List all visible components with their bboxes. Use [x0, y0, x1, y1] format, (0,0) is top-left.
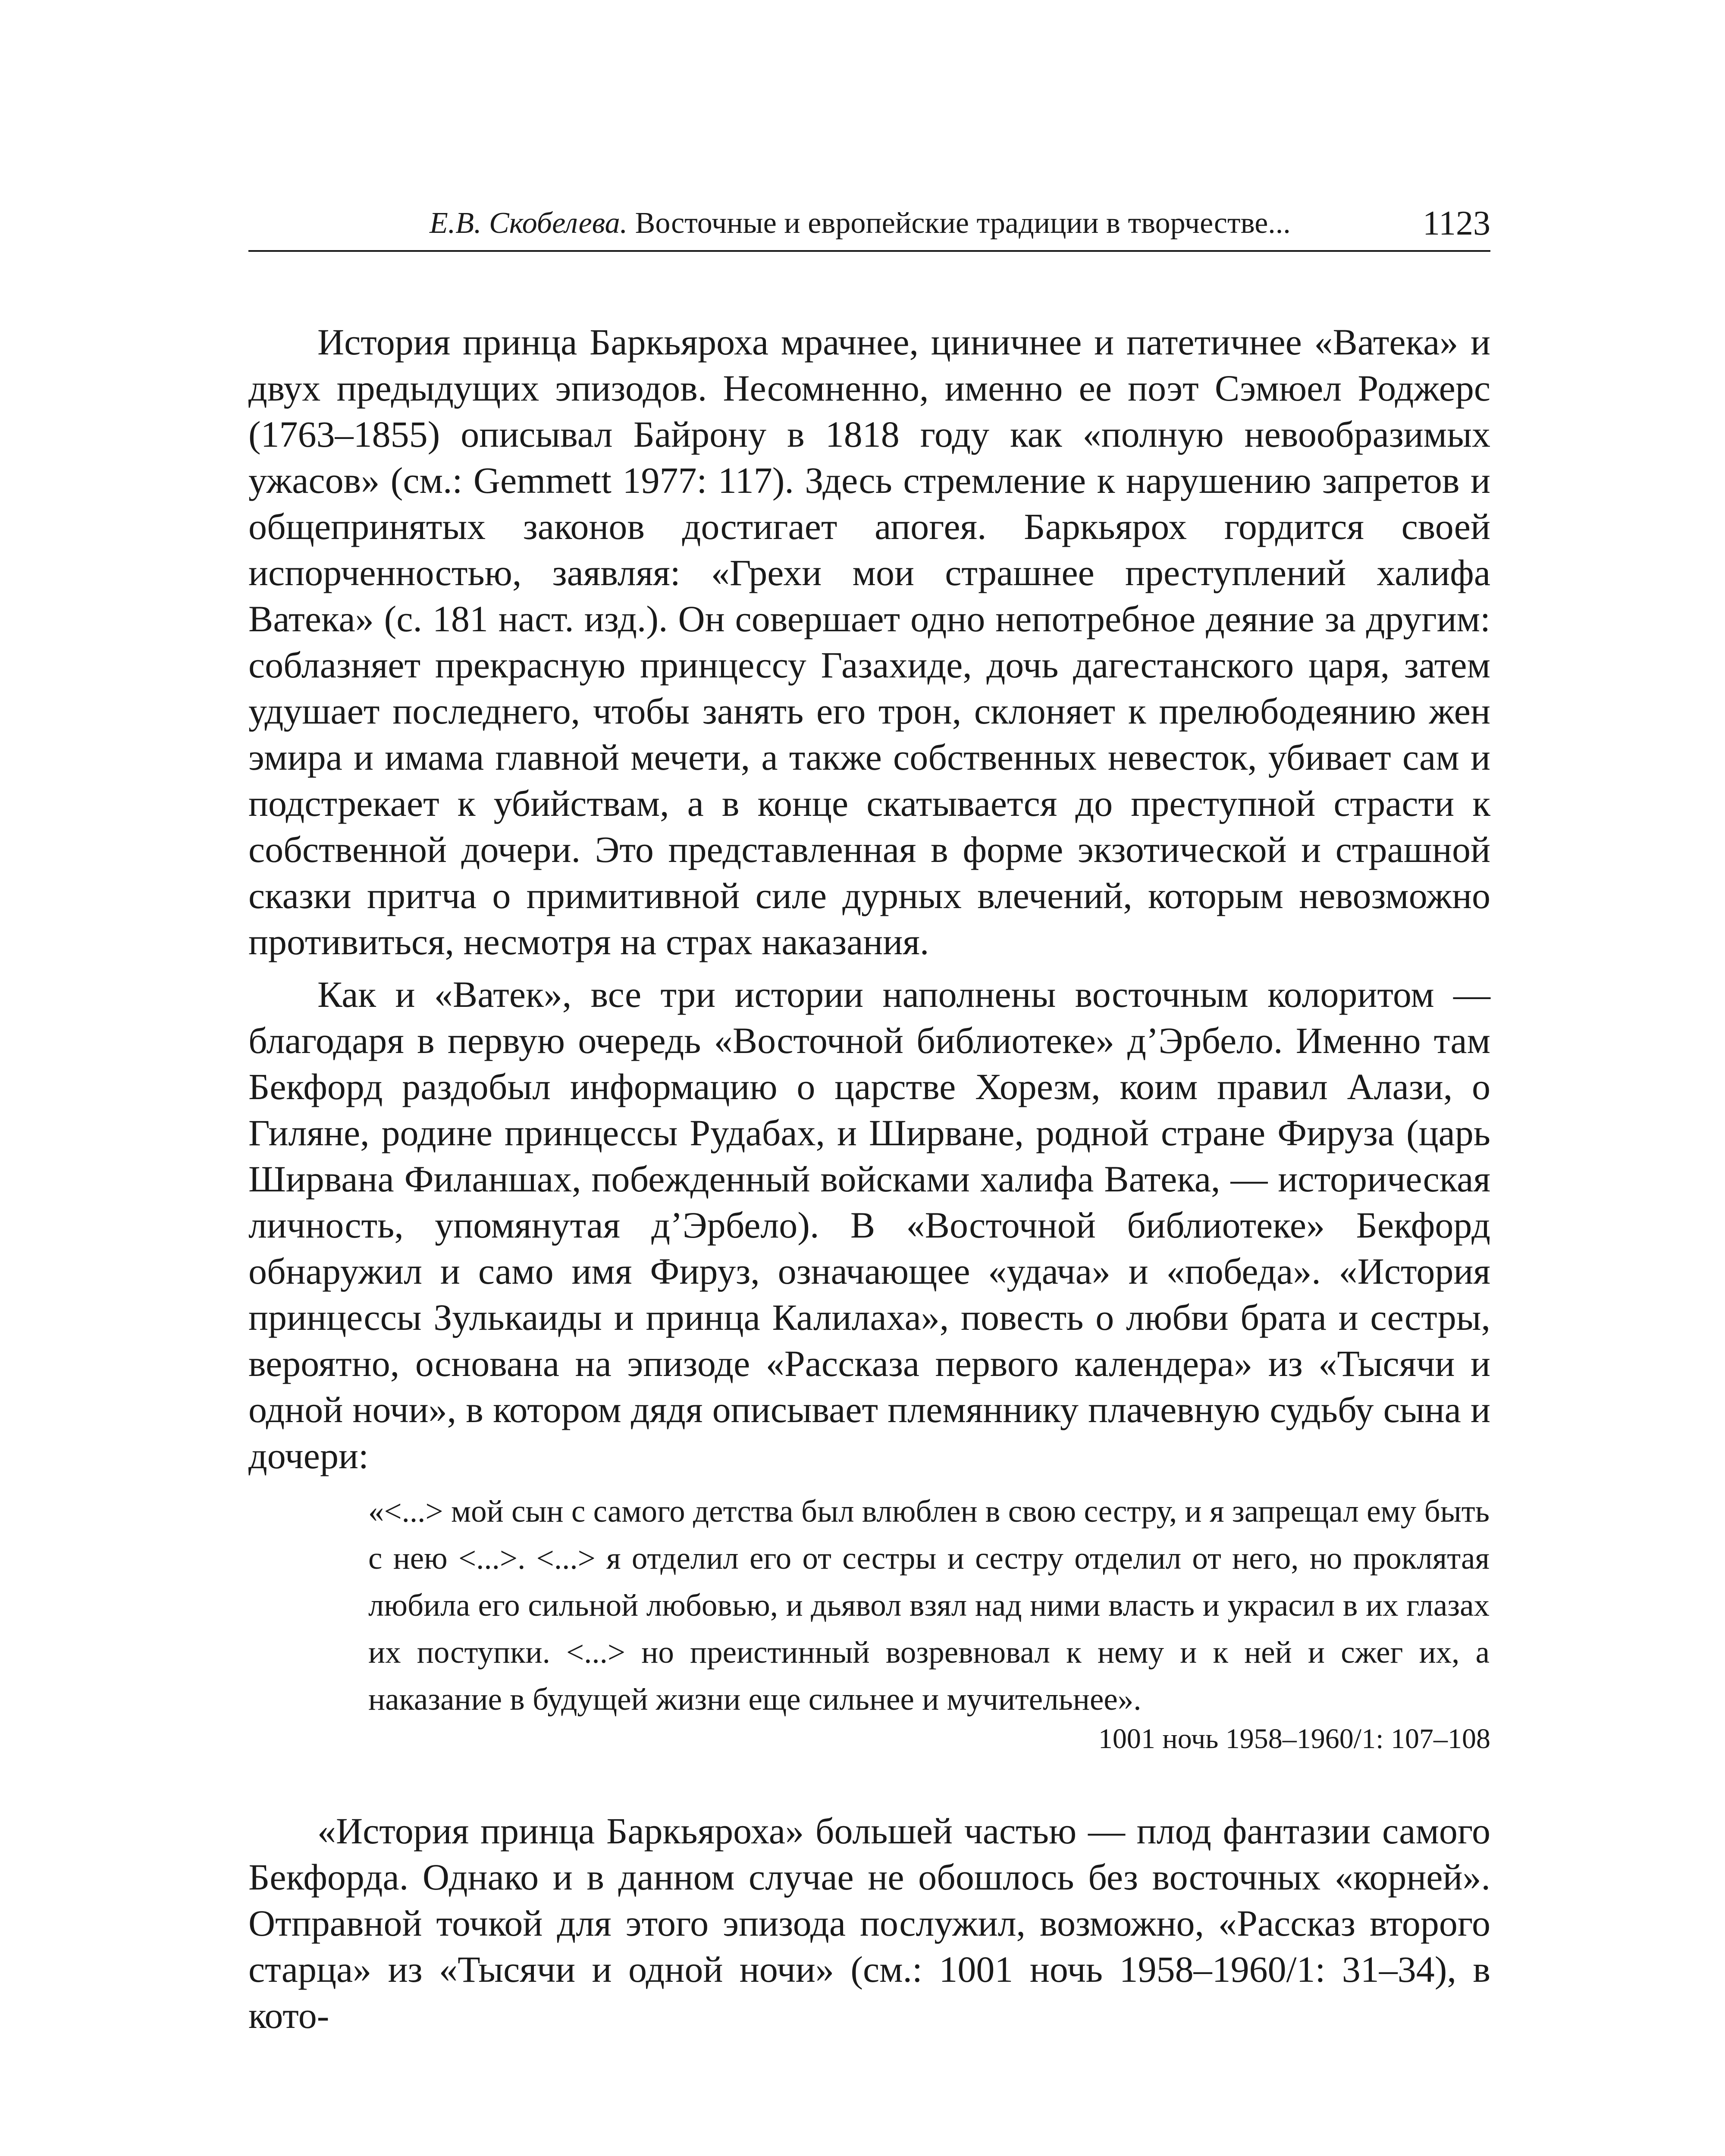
quote-citation: 1001 ночь 1958–1960/1: 107–108: [1098, 1723, 1490, 1755]
header-title: Восточные и европейские традиции в творчестве...: [627, 207, 1291, 240]
body-paragraph-3: «История принца Баркьяроха» большей частью — плод фантазии самого Бекфорда. Однако и в данном случае не обошлось без восточных «корней». Отправной точкой для этого эпизода послужил, возможно, «Рассказ второго старца» из «Тысячи и одной ночи» (см.: 1001 ночь 1958–1960/1: 31–34), в кото-: [248, 1810, 1490, 2036]
page-number: 1123: [1422, 204, 1490, 242]
block-quote: «<...> мой сын с самого детства был влюблен в свою сестру, и я запрещал ему быть с нею <...>. <...> я отделил его от сестры и сестру отделил от него, но проклятая любила его сильной любовью, и дьявол взял над ними власть и украсил в их глазах их поступки. <...> но преистинный возревновал к нему и к ней и сжег их, а наказание в будущей жизни еще сильнее и мучительнее».: [368, 1494, 1490, 1717]
running-title: [430, 202, 1291, 245]
running-header: [248, 202, 1490, 252]
header-author: Е.В. Скобелева.: [430, 207, 628, 240]
body-paragraph-1: История принца Баркьяроха мрачнее, циничнее и патетичнее «Ватека» и двух предыдущих эпизодов. Несомненно, именно ее поэт Сэмюел Роджерс (1763–1855) описывал Байрону в 1818 году как «полную невообразимых ужасов» (см.: Gemmett 1977: 117). Здесь стремление к нарушению запретов и общепринятых законов достигает апогея. Баркьярох гордится своей испорченностью, заявляя: «Грехи мои страшнее преступлений халифа Ватека» (с. 181 наст. изд.). Он совершает одно непотребное деяние за другим: соблазняет прекрасную принцессу Газахиде, дочь дагестанского царя, затем удушает последнего, чтобы занять его трон, склоняет к прелюбодеянию жен эмира и имама главной мечети, а также собственных невесток, убивает сам и подстрекает к убийствам, а в конце скатывается до преступной страсти к собственной дочери. Это представленная в форме экзотической и страшной сказки притча о примитивной силе дурных влечений, которым невозможно противиться, несмотря на страх наказания.: [248, 321, 1490, 962]
body-paragraph-2: Как и «Ватек», все три истории наполнены восточным колоритом — благодаря в первую очередь «Восточной библиотеке» д’Эрбело. Именно там Бекфорд раздобыл информацию о царстве Хорезм, коим правил Алази, о Гиляне, родине принцессы Рудабах, и Ширване, родной стране Фируза (царь Ширвана Филаншах, побежденный войсками халифа Ватека, — историческая личность, упомянутая д’Эрбело). В «Восточной библиотеке» Бекфорд обнаружил и само имя Фируз, означающее «удача» и «победа». «История принцессы Зулькаиды и принца Калилаха», повесть о любви брата и сестры, вероятно, основана на эпизоде «Рассказа первого календера» из «Тысячи и одной ночи», в котором дядя описывает племяннику плачевную судьбу сына и дочери:: [248, 974, 1490, 1476]
